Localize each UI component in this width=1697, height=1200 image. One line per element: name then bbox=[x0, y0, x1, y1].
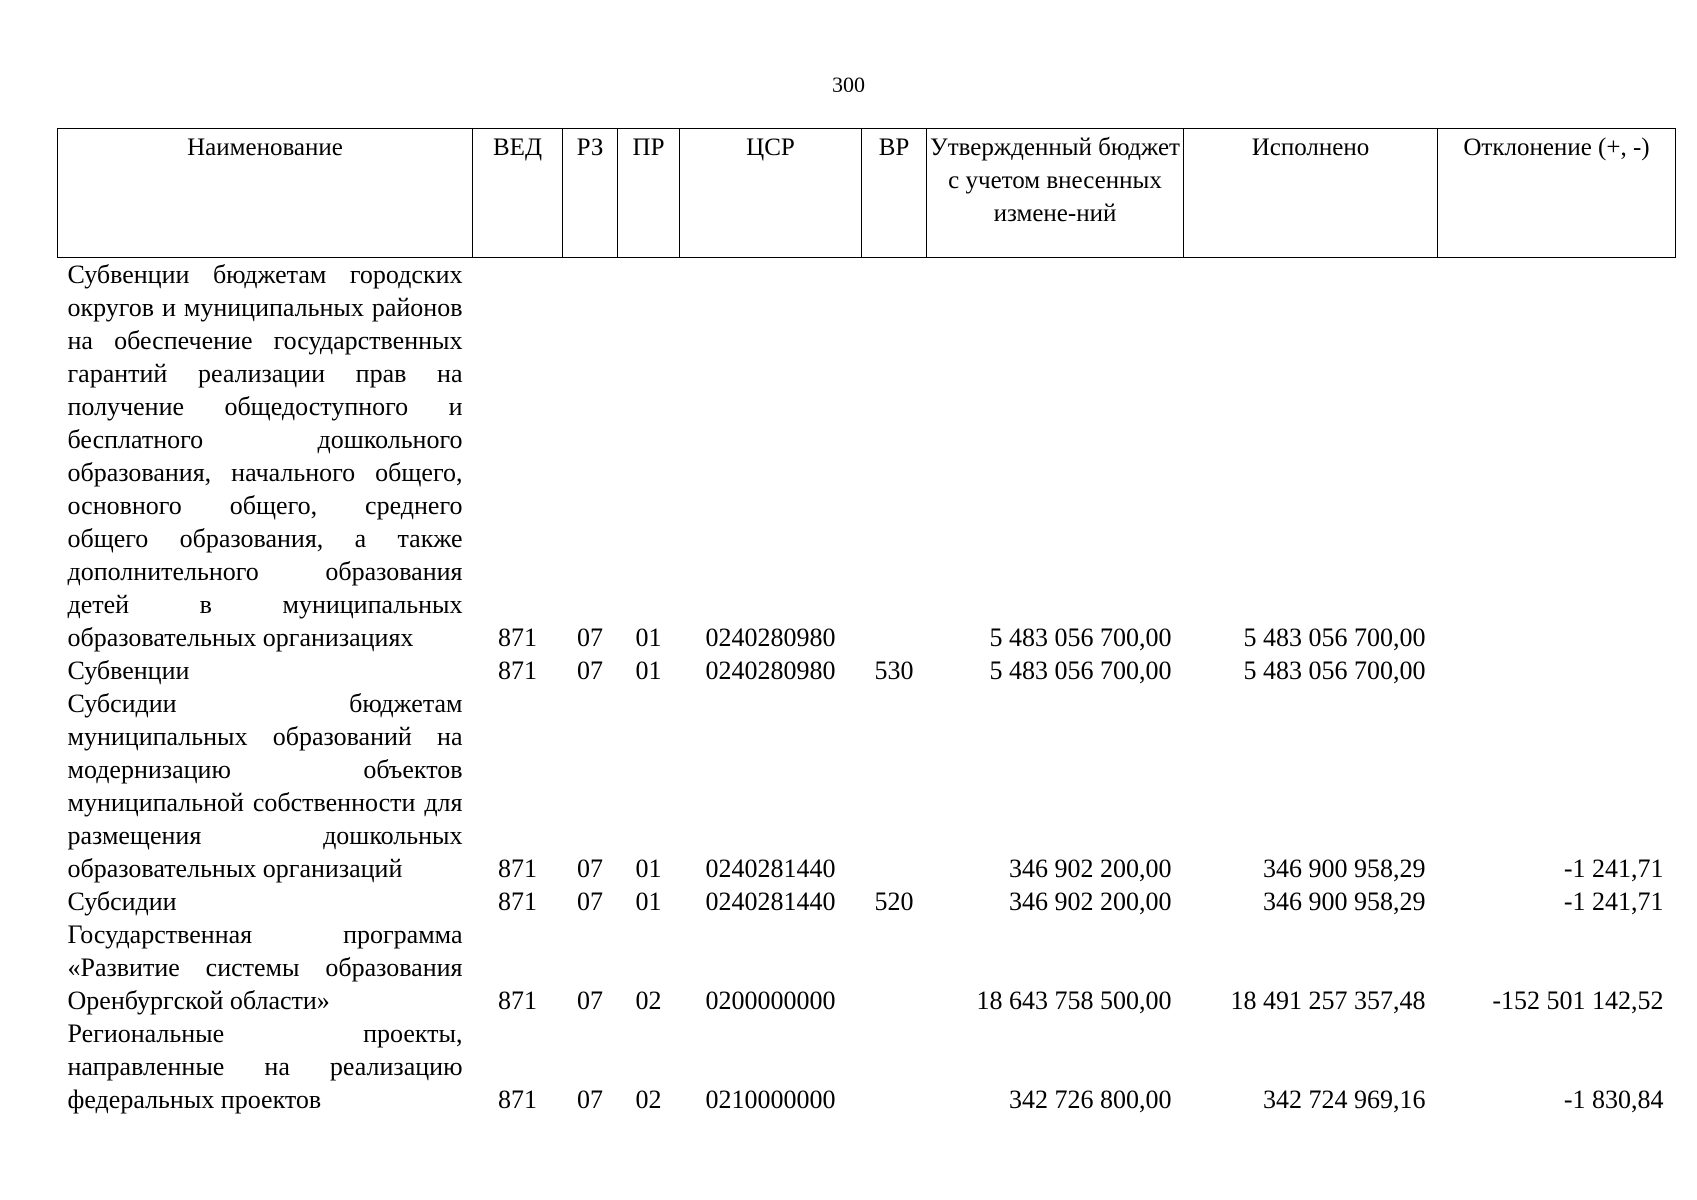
row-deviation bbox=[1438, 258, 1676, 655]
row-vr bbox=[862, 1017, 927, 1116]
table-header bbox=[58, 129, 1676, 258]
row-rz: 07 bbox=[577, 623, 603, 652]
header-rz: РЗ bbox=[563, 129, 618, 258]
row-approved: 346 902 200,00 bbox=[1009, 887, 1172, 916]
row-name: Субвенции bbox=[67, 656, 190, 685]
row-executed: 342 724 969,16 bbox=[1263, 1085, 1426, 1114]
row-pr: 01 bbox=[635, 854, 662, 883]
row-approved: 5 483 056 700,00 bbox=[989, 623, 1172, 652]
row-pr: 01 bbox=[635, 656, 662, 685]
row-deviation: -1 241,71 bbox=[1563, 854, 1664, 883]
row-deviation: -1 241,71 bbox=[1563, 887, 1664, 916]
table-row bbox=[58, 258, 1676, 655]
row-ved: 871 bbox=[498, 986, 537, 1015]
row-rz: 07 bbox=[577, 854, 603, 883]
row-ved: 871 bbox=[498, 623, 537, 652]
row-deviation bbox=[1438, 654, 1676, 687]
row-vr bbox=[862, 918, 927, 1017]
row-name: Субсидии bbox=[67, 887, 177, 916]
row-csr: 0200000000 bbox=[705, 986, 836, 1015]
page-number: 300 bbox=[832, 72, 865, 97]
table-row bbox=[58, 918, 1676, 1017]
row-approved: 346 902 200,00 bbox=[1009, 854, 1172, 883]
row-csr: 0240280980 bbox=[705, 623, 836, 652]
table-row bbox=[58, 885, 1676, 918]
header-vr: ВР bbox=[862, 129, 927, 258]
row-executed: 5 483 056 700,00 bbox=[1243, 623, 1426, 652]
row-ved: 871 bbox=[498, 887, 537, 916]
row-vr: 520 bbox=[874, 887, 914, 916]
row-pr: 01 bbox=[635, 887, 662, 916]
table-row bbox=[58, 1017, 1676, 1116]
row-deviation: -152 501 142,52 bbox=[1492, 986, 1664, 1015]
row-ved: 871 bbox=[498, 854, 537, 883]
row-rz: 07 bbox=[577, 1085, 603, 1114]
row-pr: 02 bbox=[635, 1085, 662, 1114]
row-deviation: -1 830,84 bbox=[1563, 1085, 1664, 1114]
row-csr: 0240281440 bbox=[705, 887, 836, 916]
row-approved: 5 483 056 700,00 bbox=[989, 656, 1172, 685]
budget-table bbox=[57, 128, 1676, 1116]
row-vr bbox=[862, 687, 927, 885]
row-executed: 5 483 056 700,00 bbox=[1243, 656, 1426, 685]
row-csr: 0210000000 bbox=[705, 1085, 836, 1114]
row-name: Государственная программа «Развитие системы образования Оренбургской области» bbox=[67, 920, 463, 1015]
header-ved: ВЕД bbox=[473, 129, 563, 258]
row-rz: 07 bbox=[577, 656, 603, 685]
table-row bbox=[58, 654, 1676, 687]
row-ved: 871 bbox=[498, 1085, 537, 1114]
row-csr: 0240280980 bbox=[705, 656, 836, 685]
header-pr: ПР bbox=[618, 129, 680, 258]
row-approved: 18 643 758 500,00 bbox=[976, 986, 1172, 1015]
row-name: Региональные проекты, направленные на реализацию федеральных проектов bbox=[67, 1019, 463, 1114]
row-vr: 530 bbox=[874, 656, 914, 685]
row-rz: 07 bbox=[577, 887, 603, 916]
row-name: Субсидии бюджетам муниципальных образований на модернизацию объектов муниципальной собственности для размещения дошкольных образовательных организаций bbox=[67, 689, 463, 883]
row-pr: 02 bbox=[635, 986, 662, 1015]
row-approved: 342 726 800,00 bbox=[1009, 1085, 1172, 1114]
row-ved: 871 bbox=[498, 656, 537, 685]
row-csr: 0240281440 bbox=[705, 854, 836, 883]
header-executed: Исполнено bbox=[1184, 129, 1438, 258]
header-approved: Утвержденный бюджет с учетом внесенных измене-ний bbox=[927, 129, 1184, 258]
header-name: Наименование bbox=[58, 129, 473, 258]
row-executed: 18 491 257 357,48 bbox=[1230, 986, 1426, 1015]
row-executed: 346 900 958,29 bbox=[1263, 887, 1426, 916]
header-deviation: Отклонение (+, -) bbox=[1438, 129, 1676, 258]
row-rz: 07 bbox=[577, 986, 603, 1015]
row-executed: 346 900 958,29 bbox=[1263, 854, 1426, 883]
table-row bbox=[58, 687, 1676, 885]
row-vr bbox=[862, 258, 927, 655]
header-csr: ЦСР bbox=[680, 129, 862, 258]
row-pr: 01 bbox=[635, 623, 662, 652]
row-name: Субвенции бюджетам городских округов и муниципальных районов на обеспечение государственных гарантий реализации прав на получение общедоступного и бесплатного дошкольного образования, начального общего, основного общего, среднего общего образования, а также дополнительного образования детей в муниципальных образовательных организациях bbox=[67, 260, 463, 652]
